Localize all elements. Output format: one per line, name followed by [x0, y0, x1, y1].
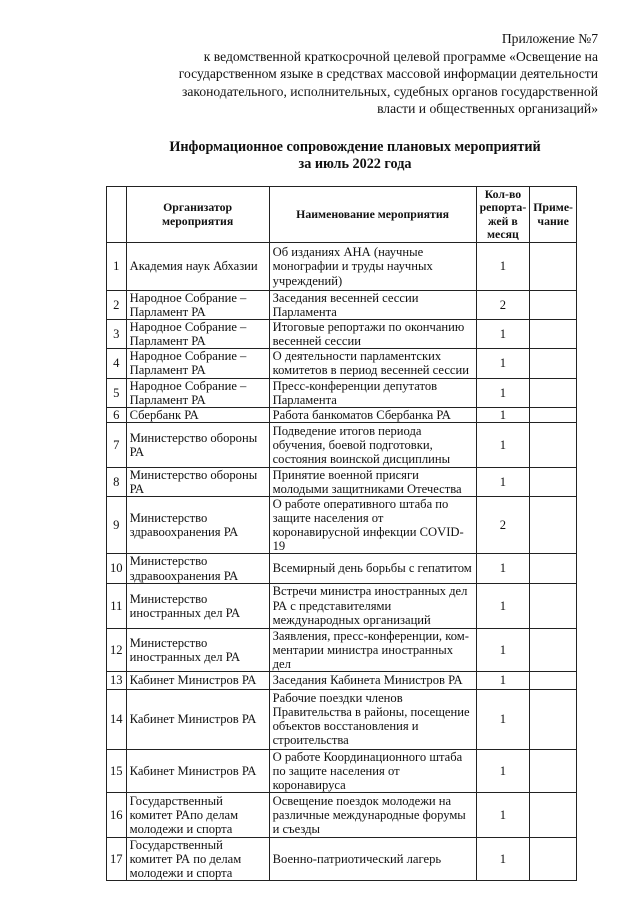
- cell-num: 5: [107, 378, 127, 407]
- cell-event: Принятие военной присяги молодыми защитниками Отечества: [269, 467, 476, 496]
- appendix-line: законодательного, исполнительных, судебных органов государственной: [182, 83, 598, 99]
- cell-count: 2: [476, 497, 530, 554]
- cell-organizer: Кабинет Министров РА: [126, 671, 269, 689]
- events-table: [106, 186, 577, 881]
- cell-note: [530, 749, 577, 792]
- cell-num: 10: [107, 554, 127, 583]
- table-row: [107, 243, 577, 291]
- header-note: Приме-чание: [530, 187, 577, 243]
- cell-count: 1: [476, 689, 530, 749]
- table-row: [107, 497, 577, 554]
- cell-event: Освещение поездок молодежи на различные международные форумы и съезды: [269, 793, 476, 838]
- cell-event: Военно-патриотический лагерь: [269, 838, 476, 881]
- cell-event: Заседания весенней сессии Парламента: [269, 291, 476, 320]
- table-row: [107, 422, 577, 467]
- cell-event: Всемирный день борьбы с гепатитом: [269, 554, 476, 583]
- cell-organizer: Народное Собрание – Парламент РА: [126, 320, 269, 349]
- cell-note: [530, 349, 577, 378]
- cell-count: 1: [476, 671, 530, 689]
- cell-count: 1: [476, 749, 530, 792]
- cell-event: Встречи министра иностранных дел РА с представителями международных организаций: [269, 583, 476, 628]
- table-row: [107, 291, 577, 320]
- cell-note: [530, 838, 577, 881]
- cell-num: 17: [107, 838, 127, 881]
- cell-organizer: Министерство иностранных дел РА: [126, 628, 269, 671]
- appendix-line: к ведомственной краткосрочной целевой программе «Освещение на: [203, 48, 598, 64]
- table-row: [107, 838, 577, 881]
- table-row: [107, 407, 577, 422]
- cell-count: 1: [476, 793, 530, 838]
- cell-note: [530, 320, 577, 349]
- cell-note: [530, 628, 577, 671]
- cell-event: Рабочие поездки членов Правительства в районы, посещение объектов восстановления и строительства: [269, 689, 476, 749]
- title-line-2: за июль 2022 года: [298, 156, 412, 172]
- cell-organizer: Народное Собрание – Парламент РА: [126, 291, 269, 320]
- cell-event: О деятельности парламентских комитетов в период весенней сессии: [269, 349, 476, 378]
- cell-num: 8: [107, 467, 127, 496]
- cell-num: 12: [107, 628, 127, 671]
- cell-event: Подведение итогов периода обучения, боевой подготовки, состояния воинской дисциплины: [269, 422, 476, 467]
- cell-event: Заседания Кабинета Министров РА: [269, 671, 476, 689]
- cell-count: 1: [476, 378, 530, 407]
- cell-event: Пресс-конференции депутатов Парламента: [269, 378, 476, 407]
- table-row: [107, 749, 577, 792]
- table-row: [107, 554, 577, 583]
- cell-organizer: Академия наук Абхазии: [126, 243, 269, 291]
- cell-count: 1: [476, 838, 530, 881]
- cell-event: О работе Координационного штаба по защите населения от коронавируса: [269, 749, 476, 792]
- cell-event: Итоговые репортажи по окончанию весенней сессии: [269, 320, 476, 349]
- cell-note: [530, 689, 577, 749]
- cell-event: Об изданиях АНА (научные монографии и труды научных учреждений): [269, 243, 476, 291]
- cell-note: [530, 497, 577, 554]
- title-line-1: Информационное сопровождение плановых мероприятий: [169, 139, 541, 155]
- table-row: [107, 320, 577, 349]
- cell-count: 1: [476, 407, 530, 422]
- cell-num: 2: [107, 291, 127, 320]
- cell-organizer: Министерство здравоохранения РА: [126, 554, 269, 583]
- cell-organizer: Государственный комитет РАпо делам молодежи и спорта: [126, 793, 269, 838]
- cell-num: 7: [107, 422, 127, 467]
- cell-num: 13: [107, 671, 127, 689]
- cell-count: 1: [476, 628, 530, 671]
- cell-organizer: Министерство иностранных дел РА: [126, 583, 269, 628]
- table-body: [107, 243, 577, 881]
- cell-num: 6: [107, 407, 127, 422]
- cell-num: 3: [107, 320, 127, 349]
- table-row: [107, 467, 577, 496]
- cell-event: Заявления, пресс-конференции, ком-ментарии министра иностранных дел: [269, 628, 476, 671]
- cell-num: 16: [107, 793, 127, 838]
- cell-organizer: Кабинет Министров РА: [126, 689, 269, 749]
- cell-note: [530, 671, 577, 689]
- cell-organizer: Министерство обороны РА: [126, 467, 269, 496]
- table-row: [107, 793, 577, 838]
- table-row: [107, 583, 577, 628]
- cell-count: 2: [476, 291, 530, 320]
- header-count: Кол-во репорта-жей в месяц: [476, 187, 530, 243]
- cell-count: 1: [476, 422, 530, 467]
- cell-organizer: Народное Собрание – Парламент РА: [126, 349, 269, 378]
- cell-count: 1: [476, 467, 530, 496]
- cell-count: 1: [476, 243, 530, 291]
- cell-note: [530, 554, 577, 583]
- cell-organizer: Сбербанк РА: [126, 407, 269, 422]
- header-num: [107, 187, 127, 243]
- cell-num: 14: [107, 689, 127, 749]
- table-header-row: [107, 187, 577, 243]
- cell-organizer: Министерство здравоохранения РА: [126, 497, 269, 554]
- appendix-line: государственном языке в средствах массовой информации деятельности: [178, 66, 598, 82]
- appendix-header: [60, 30, 598, 118]
- cell-note: [530, 793, 577, 838]
- cell-note: [530, 583, 577, 628]
- appendix-line: власти и общественных организаций»: [377, 101, 598, 117]
- cell-count: 1: [476, 320, 530, 349]
- cell-note: [530, 407, 577, 422]
- cell-count: 1: [476, 554, 530, 583]
- cell-note: [530, 467, 577, 496]
- cell-organizer: Министерство обороны РА: [126, 422, 269, 467]
- cell-num: 15: [107, 749, 127, 792]
- cell-count: 1: [476, 583, 530, 628]
- header-organizer: Организатор мероприятия: [126, 187, 269, 243]
- appendix-line: Приложение №7: [501, 31, 598, 46]
- cell-num: 4: [107, 349, 127, 378]
- cell-note: [530, 378, 577, 407]
- cell-num: 1: [107, 243, 127, 291]
- cell-event: Работа банкоматов Сбербанка РА: [269, 407, 476, 422]
- cell-organizer: Государственный комитет РА по делам молодежи и спорта: [126, 838, 269, 881]
- cell-num: 11: [107, 583, 127, 628]
- cell-organizer: Народное Собрание – Парламент РА: [126, 378, 269, 407]
- table-row: [107, 671, 577, 689]
- cell-num: 9: [107, 497, 127, 554]
- cell-organizer: Кабинет Министров РА: [126, 749, 269, 792]
- document-title: [60, 139, 640, 173]
- table-row: [107, 628, 577, 671]
- table-row: [107, 378, 577, 407]
- cell-count: 1: [476, 349, 530, 378]
- cell-note: [530, 243, 577, 291]
- cell-note: [530, 291, 577, 320]
- table-row: [107, 689, 577, 749]
- header-event: Наименование мероприятия: [269, 187, 476, 243]
- cell-event: О работе оперативного штаба по защите населения от коронавирусной инфекции COVID-19: [269, 497, 476, 554]
- cell-note: [530, 422, 577, 467]
- table-row: [107, 349, 577, 378]
